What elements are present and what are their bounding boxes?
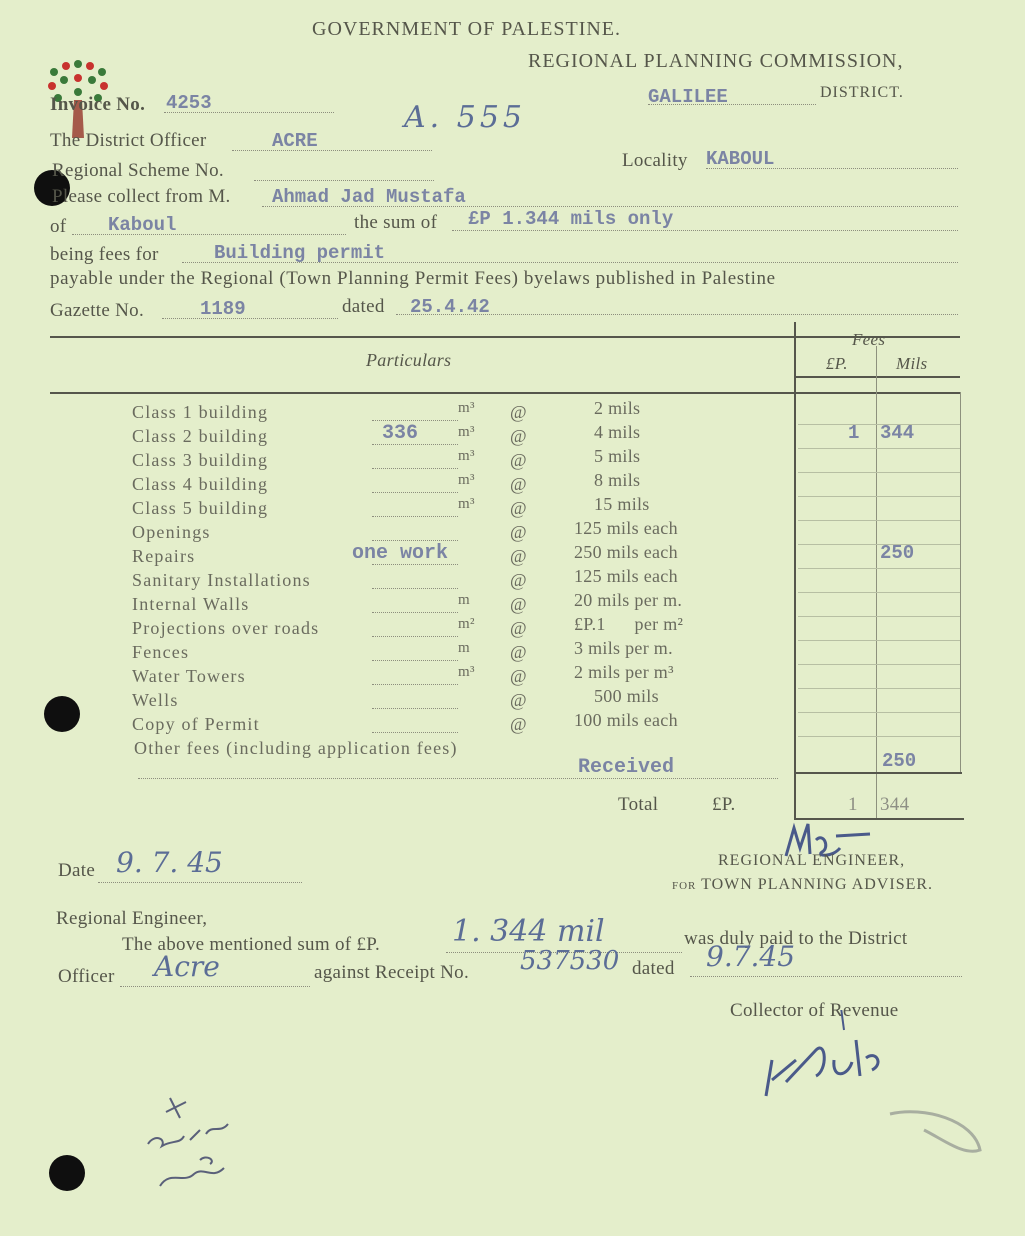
receipt-line1-prefix: The above mentioned sum of £P.	[122, 934, 381, 955]
invoice-label: Invoice No.	[50, 94, 146, 115]
row-rate: 250 mils each	[574, 542, 678, 562]
row-label: Class 2 building	[132, 426, 269, 446]
row-label: Copy of Permit	[132, 714, 260, 734]
of-label: of	[50, 216, 67, 237]
particulars-header: Particulars	[366, 350, 452, 370]
row-unit: m³	[458, 400, 475, 416]
gazette-dated-label: dated	[342, 296, 385, 317]
receipt-number: 537530	[520, 946, 620, 976]
total-lp: 1	[848, 794, 858, 815]
row-unit: m	[458, 592, 470, 608]
handwritten-reference: A. 555	[404, 100, 526, 135]
row-fee-mils: 344	[880, 422, 915, 444]
row-at-symbol: @	[510, 546, 527, 566]
row-at-symbol: @	[510, 450, 527, 470]
punch-hole-middle	[44, 696, 80, 732]
engineer-subtitle: for TOWN PLANNING ADVISER.	[672, 876, 934, 893]
engineer-title: REGIONAL ENGINEER,	[718, 852, 906, 869]
row-label: Internal Walls	[132, 594, 250, 614]
district-value: GALILEE	[648, 86, 728, 108]
row-at-symbol: @	[510, 402, 527, 422]
row-label: Class 3 building	[132, 450, 269, 470]
row-rate: 3 mils per m.	[574, 638, 673, 658]
row-at-symbol: @	[510, 570, 527, 590]
row-label: Class 4 building	[132, 474, 269, 494]
payable-text: payable under the Regional (Town Planning Permit Fees) byelaws published in Palestine	[50, 268, 776, 289]
sum-value: £P 1.344 mils only	[468, 208, 674, 230]
locality-label: Locality	[622, 150, 688, 171]
row-at-symbol: @	[510, 666, 527, 686]
row-label: Fences	[132, 642, 190, 662]
gazette-date: 25.4.42	[410, 296, 490, 318]
row-at-symbol: @	[510, 618, 527, 638]
regional-scheme-label: Regional Scheme No.	[52, 160, 224, 181]
row-at-symbol: @	[510, 642, 527, 662]
mils-header: Mils	[896, 354, 928, 373]
row-label: Projections over roads	[132, 618, 320, 638]
row-label: Repairs	[132, 546, 196, 566]
gazette-label: Gazette No.	[50, 300, 145, 321]
collect-from-label: Please collect from M.	[52, 186, 231, 207]
government-heading: GOVERNMENT OF PALESTINE.	[312, 18, 622, 40]
row-unit: m³	[458, 448, 475, 464]
officer-label: Officer	[58, 966, 115, 987]
row-rate: 2 mils per m³	[574, 662, 674, 682]
row-rate: £P.1 per m²	[574, 614, 684, 634]
fees-for-value: Building permit	[214, 242, 386, 264]
stray-mark	[884, 1100, 994, 1185]
row-unit: m²	[458, 616, 475, 632]
row-label: Openings	[132, 522, 211, 542]
row-rate: 4 mils	[594, 422, 641, 442]
row-at-symbol: @	[510, 594, 527, 614]
receipt-addressee: Regional Engineer,	[56, 908, 208, 929]
row-unit: m³	[458, 472, 475, 488]
row-at-symbol: @	[510, 690, 527, 710]
row-at-symbol: @	[510, 498, 527, 518]
row-unit: m³	[458, 664, 475, 680]
row-label: Class 5 building	[132, 498, 269, 518]
receipt-dated-value: 9.7.45	[706, 940, 796, 973]
row-unit: m	[458, 640, 470, 656]
payer-name: Ahmad Jad Mustafa	[272, 186, 466, 208]
fees-header: Fees	[852, 330, 886, 349]
row-rate: 8 mils	[594, 470, 641, 490]
row-at-symbol: @	[510, 714, 527, 734]
collector-label: Collector of Revenue	[730, 1000, 899, 1021]
row-label: Water Towers	[132, 666, 246, 686]
district-label: DISTRICT.	[820, 84, 904, 101]
row-unit: m³	[458, 496, 475, 512]
row-label: Class 1 building	[132, 402, 269, 422]
receipt-dated-label: dated	[632, 958, 675, 979]
received-stamp: Received	[578, 756, 675, 779]
commission-heading: REGIONAL PLANNING COMMISSION,	[528, 50, 904, 72]
row-rate: 2 mils	[594, 398, 641, 418]
fees-for-label: being fees for	[50, 244, 159, 265]
row-unit: m³	[458, 424, 475, 440]
row-rate: 125 mils each	[574, 566, 678, 586]
gazette-number: 1189	[200, 298, 246, 320]
total-currency: £P.	[712, 794, 736, 815]
total-mils: 344	[880, 794, 910, 815]
invoice-number: 4253	[166, 92, 212, 114]
against-receipt-label: against Receipt No.	[314, 962, 470, 983]
receipt-amount: 1. 344 mil	[452, 914, 605, 949]
row-rate: 500 mils	[594, 686, 659, 706]
row-typed-value: one work	[352, 542, 449, 565]
sum-label: the sum of	[354, 212, 438, 233]
punch-hole-bottom	[49, 1155, 85, 1191]
row-at-symbol: @	[510, 426, 527, 446]
row-rate: 20 mils per m.	[574, 590, 683, 610]
row-rate: 5 mils	[594, 446, 641, 466]
district-officer-value: ACRE	[272, 130, 318, 152]
row-rate: 100 mils each	[574, 710, 678, 730]
row-label: Wells	[132, 690, 179, 710]
payer-village: Kaboul	[108, 214, 177, 236]
date-label: Date	[58, 860, 96, 881]
received-mils: 250	[882, 750, 917, 772]
row-fee-mils: 250	[880, 542, 915, 564]
row-label: Sanitary Installations	[132, 570, 311, 590]
officer-value: Acre	[154, 950, 220, 983]
row-rate: 15 mils	[594, 494, 650, 514]
lp-header: £P.	[826, 354, 848, 373]
other-fees-label: Other fees (including application fees)	[134, 738, 458, 758]
row-rate: 125 mils each	[574, 518, 678, 538]
receipt-line1-suffix: was duly paid to the District	[684, 928, 908, 949]
district-officer-label: The District Officer	[50, 130, 207, 151]
pencil-annotation	[140, 1094, 250, 1209]
row-at-symbol: @	[510, 522, 527, 542]
row-at-symbol: @	[510, 474, 527, 494]
row-typed-value: 336	[382, 422, 419, 445]
row-fee-lp: 1	[848, 422, 860, 444]
total-label: Total	[618, 794, 659, 815]
date-value: 9. 7. 45	[116, 846, 223, 879]
locality-value: KABOUL	[706, 148, 775, 170]
